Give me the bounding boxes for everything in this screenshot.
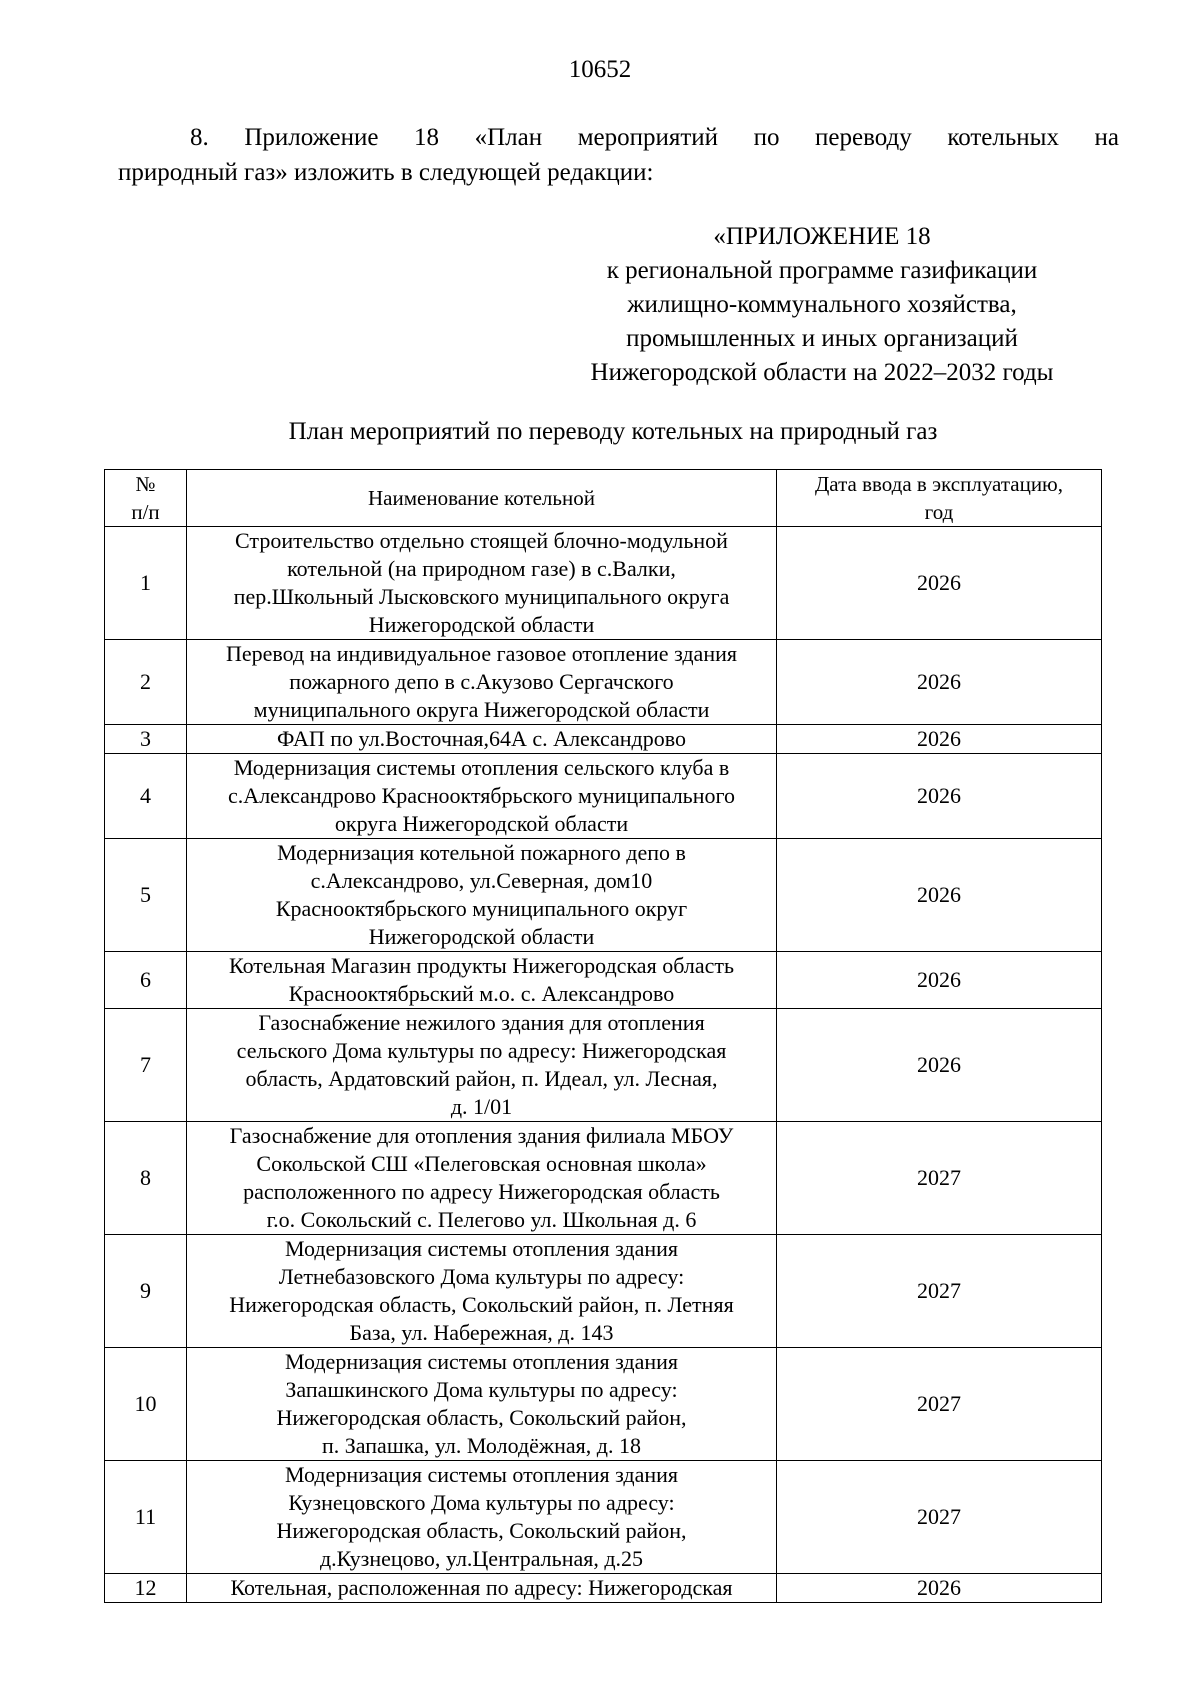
page-number: 10652	[568, 56, 632, 83]
header-date-line-2: год	[924, 500, 954, 524]
table-row	[105, 1009, 1102, 1122]
boiler-name-line: Модернизация системы отопления сельского клуба в	[233, 755, 730, 780]
appendix-line-1: «ПРИЛОЖЕНИЕ 18	[713, 223, 931, 250]
row-number: 6	[105, 952, 187, 1009]
boiler-name-line: с.Александрово, ул.Северная, дом10	[310, 868, 653, 893]
boiler-name-line: Модернизация котельной пожарного депо в	[277, 840, 686, 865]
table-row	[105, 1574, 1102, 1603]
table-row	[105, 839, 1102, 952]
appendix-line-2: к региональной программе газификации	[606, 257, 1038, 284]
boiler-name-line: Сокольской СШ «Пелеговская основная школа»	[256, 1151, 707, 1176]
row-number: 4	[105, 754, 187, 839]
intro-line-1: 8. Приложение 18 «План мероприятий по переводу котельных на	[190, 124, 1119, 151]
row-number: 2	[105, 640, 187, 725]
commission-year: 2026	[777, 1574, 1102, 1603]
boiler-name-line: муниципального округа Нижегородской области	[253, 697, 710, 722]
row-number: 1	[105, 527, 187, 640]
table-row	[105, 1122, 1102, 1235]
boiler-name	[187, 527, 777, 640]
row-number: 7	[105, 1009, 187, 1122]
boiler-name	[187, 839, 777, 952]
boiler-name-line: Краснооктябрьский м.о. с. Александрово	[288, 981, 675, 1006]
appendix-heading	[547, 220, 1097, 390]
boiler-name-line: область, Ардатовский район, п. Идеал, ул. Лесная,	[245, 1066, 718, 1091]
boiler-name-line: Строительство отдельно стоящей блочно-модульной	[235, 528, 728, 553]
intro-line-2: природный газ» изложить в следующей редакции:	[118, 159, 654, 186]
boiler-name-line: Модернизация системы отопления здания	[284, 1236, 679, 1261]
boiler-name	[187, 1235, 777, 1348]
boiler-name-line: расположенного по адресу Нижегородская область	[243, 1179, 720, 1204]
table-title: План мероприятий по переводу котельных на природный газ	[288, 418, 938, 445]
boiler-name-line: Нижегородская область, Сокольский район, п. Летняя	[229, 1292, 734, 1317]
commission-year: 2026	[777, 527, 1102, 640]
boiler-name-line: ФАП по ул.Восточная,64А с. Александрово	[277, 726, 686, 751]
boiler-name-line: котельной (на природном газе) в с.Валки,	[287, 556, 676, 581]
boiler-name	[187, 754, 777, 839]
commission-year: 2026	[777, 1009, 1102, 1122]
commission-year: 2026	[777, 754, 1102, 839]
boiler-name-line: Нижегородской области	[368, 924, 595, 949]
boiler-name-line: Летнебазовского Дома культуры по адресу:	[278, 1264, 685, 1289]
table-row	[105, 754, 1102, 839]
boiler-name	[187, 725, 777, 754]
boiler-name-line: д.Кузнецово, ул.Центральная, д.25	[319, 1546, 644, 1571]
boiler-name-line: г.о. Сокольский с. Пелегово ул. Школьная д. 6	[266, 1207, 697, 1232]
boiler-name-line: Модернизация системы отопления здания	[284, 1349, 679, 1374]
commission-year: 2027	[777, 1235, 1102, 1348]
boiler-name-line: Краснооктябрьского муниципального округ	[275, 896, 688, 921]
boiler-name-line: сельского Дома культуры по адресу: Нижегородская	[236, 1038, 727, 1063]
row-number: 12	[105, 1574, 187, 1603]
boiler-name-line: Модернизация системы отопления здания	[284, 1462, 679, 1487]
header-num-line-1: №	[135, 472, 156, 496]
boiler-name-line: Кузнецовского Дома культуры по адресу:	[288, 1490, 675, 1515]
table-row	[105, 527, 1102, 640]
boiler-name	[187, 1009, 777, 1122]
boiler-name-line: Котельная, расположенная по адресу: Нижегородская	[230, 1575, 733, 1600]
commission-year: 2027	[777, 1461, 1102, 1574]
boiler-name-line: Нижегородской области	[368, 612, 595, 637]
commission-year: 2026	[777, 725, 1102, 754]
boiler-name-line: пер.Школьный Лысковского муниципального округа	[233, 584, 730, 609]
boiler-name	[187, 952, 777, 1009]
row-number: 9	[105, 1235, 187, 1348]
boiler-name-line: Газоснабжение нежилого здания для отопления	[258, 1010, 705, 1035]
table-row	[105, 1235, 1102, 1348]
table-row	[105, 1348, 1102, 1461]
table-row	[105, 725, 1102, 754]
boiler-name	[187, 1122, 777, 1235]
table-body	[105, 527, 1102, 1603]
intro-paragraph	[118, 120, 1119, 190]
boiler-name-line: п. Запашка, ул. Молодёжная, д. 18	[322, 1433, 641, 1458]
row-number: 11	[105, 1461, 187, 1574]
boiler-name-line: Нижегородская область, Сокольский район,	[276, 1518, 687, 1543]
appendix-line-4: промышленных и иных организаций	[626, 325, 1018, 352]
boiler-name-line: База, ул. Набережная, д. 143	[349, 1320, 614, 1345]
boiler-name	[187, 1461, 777, 1574]
boiler-name-line: Перевод на индивидуальное газовое отопление здания	[225, 641, 737, 666]
row-number: 5	[105, 839, 187, 952]
boiler-name	[187, 1574, 777, 1603]
plan-table	[104, 469, 1102, 1603]
table-row	[105, 1461, 1102, 1574]
row-number: 3	[105, 725, 187, 754]
header-num	[105, 470, 187, 527]
header-name: Наименование котельной	[187, 470, 777, 527]
row-number: 8	[105, 1122, 187, 1235]
boiler-name-line: пожарного депо в с.Акузово Сергачского	[289, 669, 674, 694]
commission-year: 2027	[777, 1122, 1102, 1235]
boiler-name-line: с.Александрово Краснооктябрьского муниципального	[228, 783, 735, 808]
table-row	[105, 952, 1102, 1009]
header-date	[777, 470, 1102, 527]
header-num-line-2: п/п	[131, 500, 160, 524]
table-header-row	[105, 470, 1102, 527]
table-row	[105, 640, 1102, 725]
boiler-name-line: округа Нижегородской области	[334, 811, 629, 836]
boiler-name	[187, 1348, 777, 1461]
boiler-name-line: Котельная Магазин продукты Нижегородская область	[229, 953, 734, 978]
boiler-name-line: д. 1/01	[450, 1094, 513, 1119]
appendix-line-5: Нижегородской области на 2022–2032 годы	[590, 359, 1054, 386]
row-number: 10	[105, 1348, 187, 1461]
boiler-name-line: Запашкинского Дома культуры по адресу:	[285, 1377, 678, 1402]
commission-year: 2026	[777, 952, 1102, 1009]
appendix-line-3: жилищно-коммунального хозяйства,	[627, 291, 1017, 318]
commission-year: 2026	[777, 839, 1102, 952]
boiler-name-line: Газоснабжение для отопления здания филиала МБОУ	[229, 1123, 734, 1148]
boiler-name-line: Нижегородская область, Сокольский район,	[276, 1405, 687, 1430]
header-date-line-1: Дата ввода в эксплуатацию,	[814, 472, 1063, 496]
boiler-name	[187, 640, 777, 725]
commission-year: 2026	[777, 640, 1102, 725]
commission-year: 2027	[777, 1348, 1102, 1461]
